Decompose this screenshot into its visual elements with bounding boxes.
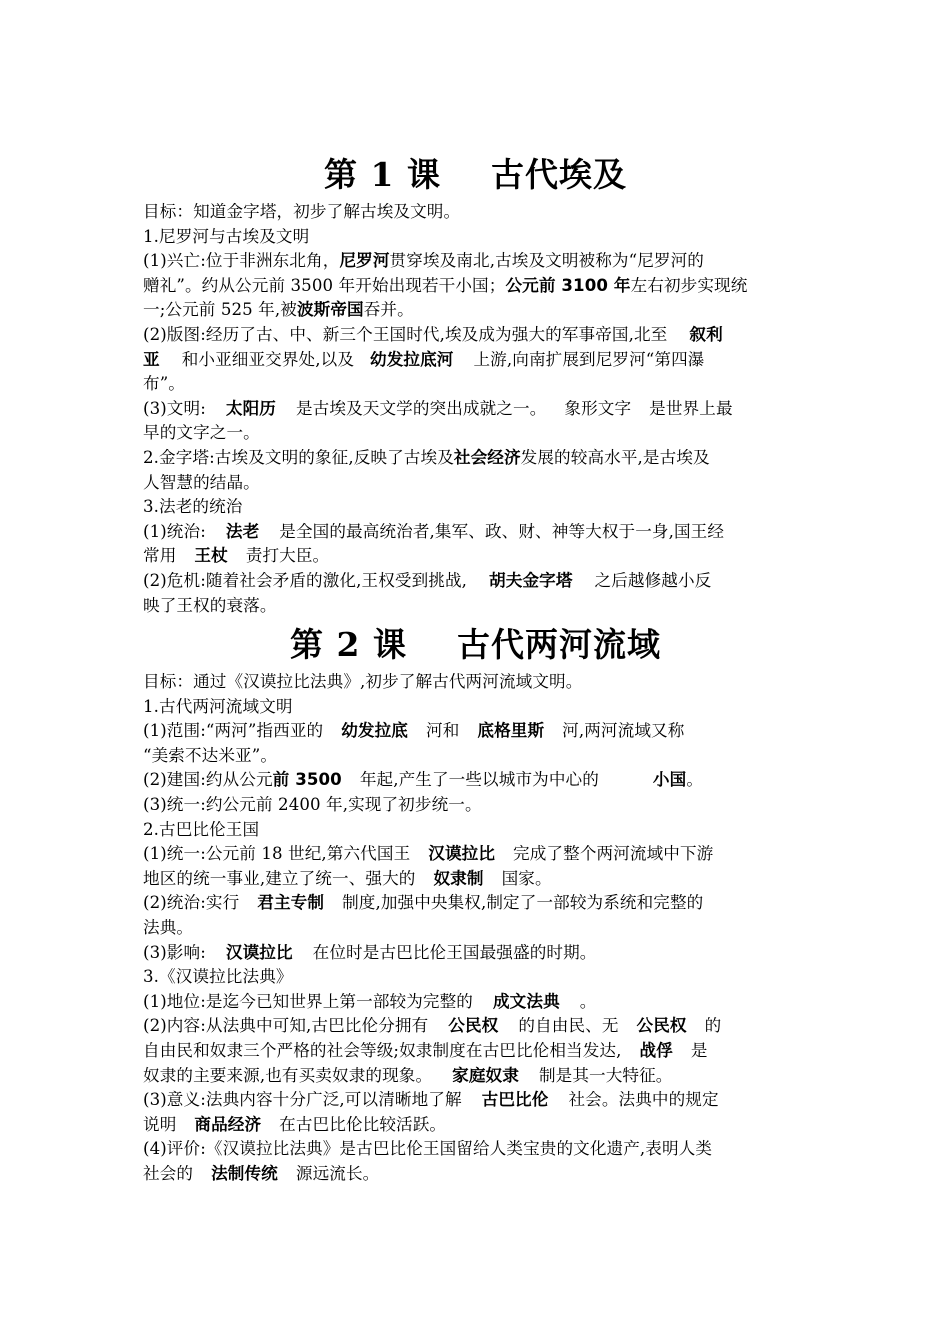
answer-keyword: 波斯帝国 [296, 300, 364, 320]
text-segment: (2)内容:从法典中可知,古巴比伦分拥有 [143, 1016, 429, 1036]
answer-keyword: 法老 [225, 521, 260, 541]
answer-keyword: 公民权 [636, 1016, 687, 1036]
answer-keyword: 奴隶制 [433, 868, 484, 888]
text-segment: 制是其一大特征。 [538, 1065, 673, 1085]
text-segment: 在古巴比伦比较活跃。 [279, 1114, 447, 1134]
answer-keyword: 叙利 [689, 324, 723, 344]
text-segment: (2)版图:经历了古、中、新三个王国时代,埃及成为强大的军事帝国,北至 [143, 324, 668, 344]
text-line [143, 818, 808, 843]
text-segment: (1)范围:“两河”指西亚的 [143, 721, 324, 741]
text-line [143, 768, 808, 793]
text-line [143, 1088, 808, 1113]
text-line [143, 594, 808, 619]
text-segment: 左右初步实现统 [630, 275, 748, 295]
text-segment: 布”。 [143, 374, 185, 394]
text-segment: (3)意义:法典内容十分广泛,可以清晰地了解 [143, 1090, 462, 1110]
text-line [143, 916, 808, 941]
text-segment: 一;公元前 525 年,被 [143, 300, 297, 320]
text-segment: 法典。 [143, 918, 194, 938]
text-segment: 完成了整个两河流域中下游 [513, 844, 714, 864]
text-segment: 1.尼罗河与古埃及文明 [143, 226, 310, 246]
text-segment: 的自由民、无 [518, 1016, 619, 1036]
text-line [143, 670, 808, 695]
text-line [143, 1039, 808, 1064]
text-line [143, 1113, 808, 1138]
answer-keyword: 法制传统 [211, 1163, 278, 1183]
text-segment: 说明 [143, 1114, 177, 1134]
text-segment: (1)统一:公元前 18 世纪,第六代国王 [143, 844, 411, 864]
text-segment: (1)统治: [143, 521, 206, 541]
document-page [143, 150, 808, 1187]
text-segment: 2.古巴比伦王国 [143, 819, 260, 839]
answer-keyword: 前 3500 [272, 770, 342, 790]
text-segment: 和小亚细亚交界处,以及 [181, 349, 355, 369]
text-segment: 人智慧的结晶。 [143, 472, 260, 492]
text-line [143, 274, 808, 299]
text-segment: 赠礼”。约从公元前 3500 年开始出现若干小国； [143, 275, 506, 295]
text-line [143, 891, 808, 916]
text-segment: 地区的统一事业,建立了统一、强大的 [143, 868, 416, 888]
answer-keyword: 胡夫金字塔 [489, 570, 573, 590]
text-line [143, 569, 808, 594]
text-segment: 之后越修越小反 [594, 570, 712, 590]
answer-keyword: 汉谟拉比 [428, 844, 496, 864]
text-line [143, 842, 808, 867]
text-line [143, 520, 808, 545]
text-line [143, 1014, 808, 1039]
answer-keyword: 君主专制 [257, 893, 325, 913]
text-segment: 3.《汉谟拉比法典》 [143, 967, 293, 987]
text-line [143, 719, 808, 744]
text-line [143, 225, 808, 250]
text-segment: 在位时是古巴比伦王国最强盛的时期。 [312, 942, 597, 962]
text-segment: 常用 [143, 546, 177, 566]
text-line [143, 495, 808, 520]
text-segment: 3.法老的统治 [143, 497, 243, 517]
text-segment: 早的文字之一。 [143, 423, 260, 443]
answer-keyword: 幼发拉底 [341, 721, 408, 741]
text-segment: (3)统一:约公元前 2400 年,实现了初步统一。 [143, 795, 482, 815]
text-segment: 目标：通过《汉谟拉比法典》,初步了解古代两河流域文明。 [143, 672, 583, 692]
lesson-1-title: 第 1 课 古代埃及 [324, 155, 627, 194]
text-segment: 社会的 [143, 1163, 194, 1183]
text-segment: 自由民和奴隶三个严格的社会等级;奴隶制度在古巴比伦相当发达, [143, 1041, 622, 1060]
text-segment: (1)兴亡:位于非洲东北角， [143, 251, 340, 271]
text-line [143, 471, 808, 496]
answer-keyword: 王杖 [194, 546, 228, 566]
answer-keyword: 古巴比伦 [481, 1090, 549, 1110]
text-segment: “美索不达米亚”。 [143, 745, 278, 765]
text-segment: 发展的较高水平,是古埃及 [520, 447, 710, 467]
answer-keyword: 小国 [652, 770, 687, 790]
text-line [143, 990, 808, 1015]
text-segment: (4)评价:《汉谟拉比法典》是古巴比伦王国留给人类宝贵的文化遗产,表明人类 [143, 1139, 713, 1159]
text-line [143, 793, 808, 818]
text-line [143, 348, 808, 373]
lesson-2-title: 第 2 课 古代两河流域 [290, 625, 661, 665]
text-segment: 目标：知道金字塔，初步了解古埃及文明。 [143, 202, 461, 221]
lesson-2-body [143, 670, 808, 1186]
text-segment: 源远流长。 [295, 1163, 380, 1183]
text-line [143, 544, 808, 569]
text-segment: (2)危机:随着社会矛盾的激化,王权受到挑战, [143, 570, 468, 590]
text-segment: (2)统治:实行 [143, 893, 240, 913]
text-line [143, 744, 808, 769]
text-segment: 映了王权的衰落。 [143, 595, 277, 615]
text-line [143, 941, 808, 966]
text-segment: 社会。法典中的规定 [568, 1090, 719, 1110]
text-line [143, 397, 808, 422]
text-segment: 。 [579, 991, 597, 1011]
text-segment: 制度,加强中央集权,制定了一部较为系统和完整的 [342, 893, 704, 913]
answer-keyword: 家庭奴隶 [452, 1065, 519, 1085]
answer-keyword: 亚 [143, 349, 160, 369]
text-segment: 奴隶的主要来源,也有买卖奴隶的现象。 [143, 1065, 433, 1085]
answer-keyword: 商品经济 [194, 1114, 262, 1134]
text-segment: 象形文字 [564, 398, 632, 418]
text-segment: (3)影响: [143, 942, 206, 962]
text-segment: 是古埃及天文学的突出成就之一。 [295, 398, 547, 418]
text-line [143, 1064, 808, 1089]
text-segment: 1.古代两河流域文明 [143, 696, 293, 716]
text-line [143, 200, 808, 225]
answer-keyword: 太阳历 [225, 398, 276, 418]
lesson-1-body [143, 200, 808, 618]
answer-keyword: 尼罗河 [339, 251, 390, 271]
text-segment: 责打大臣。 [245, 546, 330, 566]
text-segment: 的 [704, 1016, 722, 1036]
text-segment: (2)建国:约从公元 [143, 770, 273, 790]
text-line [143, 1137, 808, 1162]
text-line [143, 867, 808, 892]
text-line [143, 695, 808, 720]
text-segment: 是世界上最 [649, 398, 733, 418]
text-line [143, 249, 808, 274]
text-line [143, 372, 808, 397]
text-segment: 年起,产生了一些以城市为中心的 [359, 770, 599, 790]
text-segment: 。 [686, 770, 704, 790]
text-line [143, 323, 808, 348]
text-segment: 河和 [426, 721, 460, 741]
text-segment: 是全国的最高统治者,集军、政、财、神等大权于一身,国王经 [279, 521, 725, 541]
answer-keyword: 底格里斯 [477, 721, 545, 741]
text-segment: 是 [690, 1041, 708, 1060]
answer-keyword: 汉谟拉比 [225, 942, 293, 962]
text-line [143, 421, 808, 446]
text-segment: 吞并。 [363, 300, 414, 320]
answer-keyword: 公元前 3100 年 [505, 275, 631, 295]
text-line [143, 965, 808, 990]
text-segment: 2.金字塔:古埃及文明的象征,反映了古埃及 [143, 447, 454, 467]
text-segment: (1)地位:是迄今已知世界上第一部较为完整的 [143, 991, 473, 1011]
text-segment: 国家。 [501, 868, 552, 888]
answer-keyword: 社会经济 [453, 447, 521, 467]
text-segment: 河,两河流域又称 [562, 721, 685, 741]
answer-keyword: 成文法典 [492, 991, 560, 1011]
text-segment: 贯穿埃及南北,古埃及文明被称为“尼罗河的 [389, 251, 704, 271]
text-line [143, 298, 808, 323]
answer-keyword: 公民权 [448, 1016, 499, 1036]
text-segment: 上游,向南扩展到尼罗河“第四瀑 [473, 349, 705, 369]
answer-keyword: 战俘 [639, 1041, 673, 1060]
text-line [143, 446, 808, 471]
text-segment: (3)文明: [143, 398, 206, 418]
answer-keyword: 幼发拉底河 [370, 349, 454, 369]
text-line [143, 1162, 808, 1187]
